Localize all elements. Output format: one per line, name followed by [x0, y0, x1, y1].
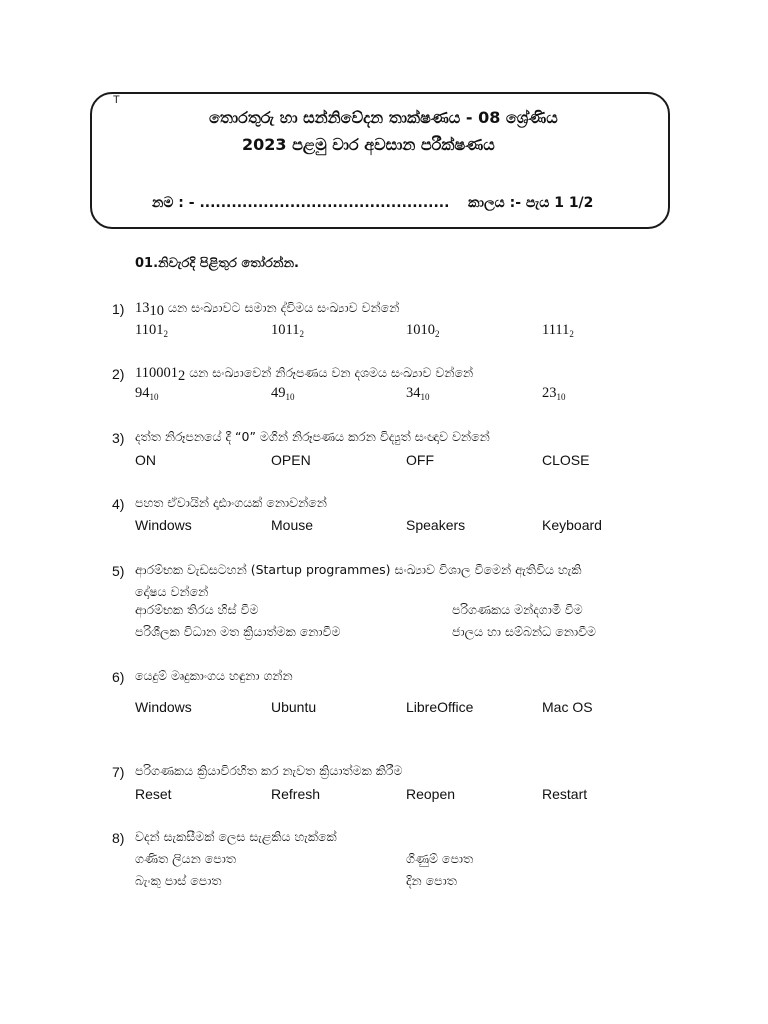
question-number: 2) [112, 366, 125, 382]
exam-term-title: 2023 පළමු වාර අවසාන පරීක්ෂණය [242, 135, 495, 154]
option: Windows [135, 699, 192, 715]
option: පරිගණකය මන්දගාමී වීම [452, 602, 583, 617]
option: LibreOffice [406, 699, 474, 715]
question-text-rest: යන සංඛ්‍යාවෙන් නිරූපණය වන දශමය සංඛ්‍යාව වන්නේ [185, 365, 474, 380]
exam-subject-title: තොරතුරු හා සන්නිවේදන තාක්ෂණය - 08 ශ්‍රේණිය [209, 108, 558, 127]
question-text: යෙදුම් මෘදුකාංගය හඳුනා ගන්න [135, 668, 293, 683]
option: Ubuntu [271, 699, 317, 715]
option: Reset [135, 786, 172, 802]
question-number: 5) [112, 563, 125, 579]
option: Mouse [271, 517, 314, 533]
question-number: 4) [112, 496, 125, 512]
question-text [135, 300, 399, 320]
option: $1101_2$ [135, 322, 168, 339]
option: ON [135, 452, 156, 468]
question-value: 110001 [135, 365, 178, 381]
question-text: පරිගණකය ක්‍රියාවිරහිත කර නැවත ක්‍රියාත්මක කිරීම [135, 763, 403, 778]
question-number: 7) [112, 764, 125, 780]
question-number: 3) [112, 430, 125, 446]
corner-mark: T [113, 94, 120, 106]
option: $34_{10}$ [406, 385, 430, 402]
question-text-rest: යන සංඛ්‍යාවට සමාන ද්විමය සංඛ්‍යාව වන්නේ [164, 300, 400, 315]
option: Restart [542, 786, 588, 802]
question-number: 6) [112, 669, 125, 685]
option: ආරම්භක තිරය හිස් වීම [135, 602, 259, 617]
option: $1010_2$ [406, 322, 440, 339]
option: ගිණුම් පොත [406, 851, 474, 866]
option: $1011_2$ [271, 322, 304, 339]
option: OPEN [271, 452, 311, 468]
question-text: දත්ත නිරූපනයේ දී “0” මගින් නිරූපණය කරන විද්‍යුත් සංඥාව වන්නේ [135, 429, 490, 444]
option: පරිශීලක විධාන මත ක්‍රියාත්මක නොවීම [135, 624, 341, 639]
question-text: පහත ඒවායින් දෘඪාංගයක් නොවන්නේ [135, 495, 327, 510]
option: OFF [406, 452, 434, 468]
option: ගණිත ලියන පොත [135, 851, 236, 866]
option: Reopen [406, 786, 456, 802]
name-field-label: නම : - ............................................... [152, 195, 450, 211]
option: දින පොත [406, 873, 457, 888]
question-text: වදන් සැකසීමක් ලෙස සැළකිය හැක්කේ [135, 829, 337, 844]
question-value-base: 2 [177, 368, 186, 384]
question-number: 1) [112, 301, 125, 317]
option: $94_{10}$ [135, 385, 159, 402]
option: $1111_2$ [542, 322, 574, 339]
option: $49_{10}$ [271, 385, 295, 402]
question-value: 13 [135, 300, 150, 316]
question-number: 8) [112, 830, 125, 846]
option: $23_{10}$ [542, 385, 566, 402]
option: Windows [135, 517, 192, 533]
question-text-continued: දෝෂය වන්නේ [135, 584, 209, 599]
option: Keyboard [542, 517, 602, 533]
option: Mac OS [542, 699, 593, 715]
question-value-base: 10 [149, 303, 164, 319]
option: Speakers [406, 517, 466, 533]
duration-label: කාලය :- පැය 1 1/2 [468, 195, 594, 211]
option: බැංකු පාස් පොත [135, 873, 222, 888]
section-instruction: 01.නිවැරදි පිළිතුර තෝරන්න. [135, 256, 299, 271]
option: ජාලය හා සම්බන්ධ නොවීම [452, 624, 597, 639]
option: Refresh [271, 786, 321, 802]
question-text: ආරම්භක වැඩසටහන් (Startup programmes) සංඛ්‍යාව විශාල වීමෙන් ඇතිවිය හැකි [135, 562, 582, 577]
option: CLOSE [542, 452, 590, 468]
question-text [135, 365, 473, 385]
